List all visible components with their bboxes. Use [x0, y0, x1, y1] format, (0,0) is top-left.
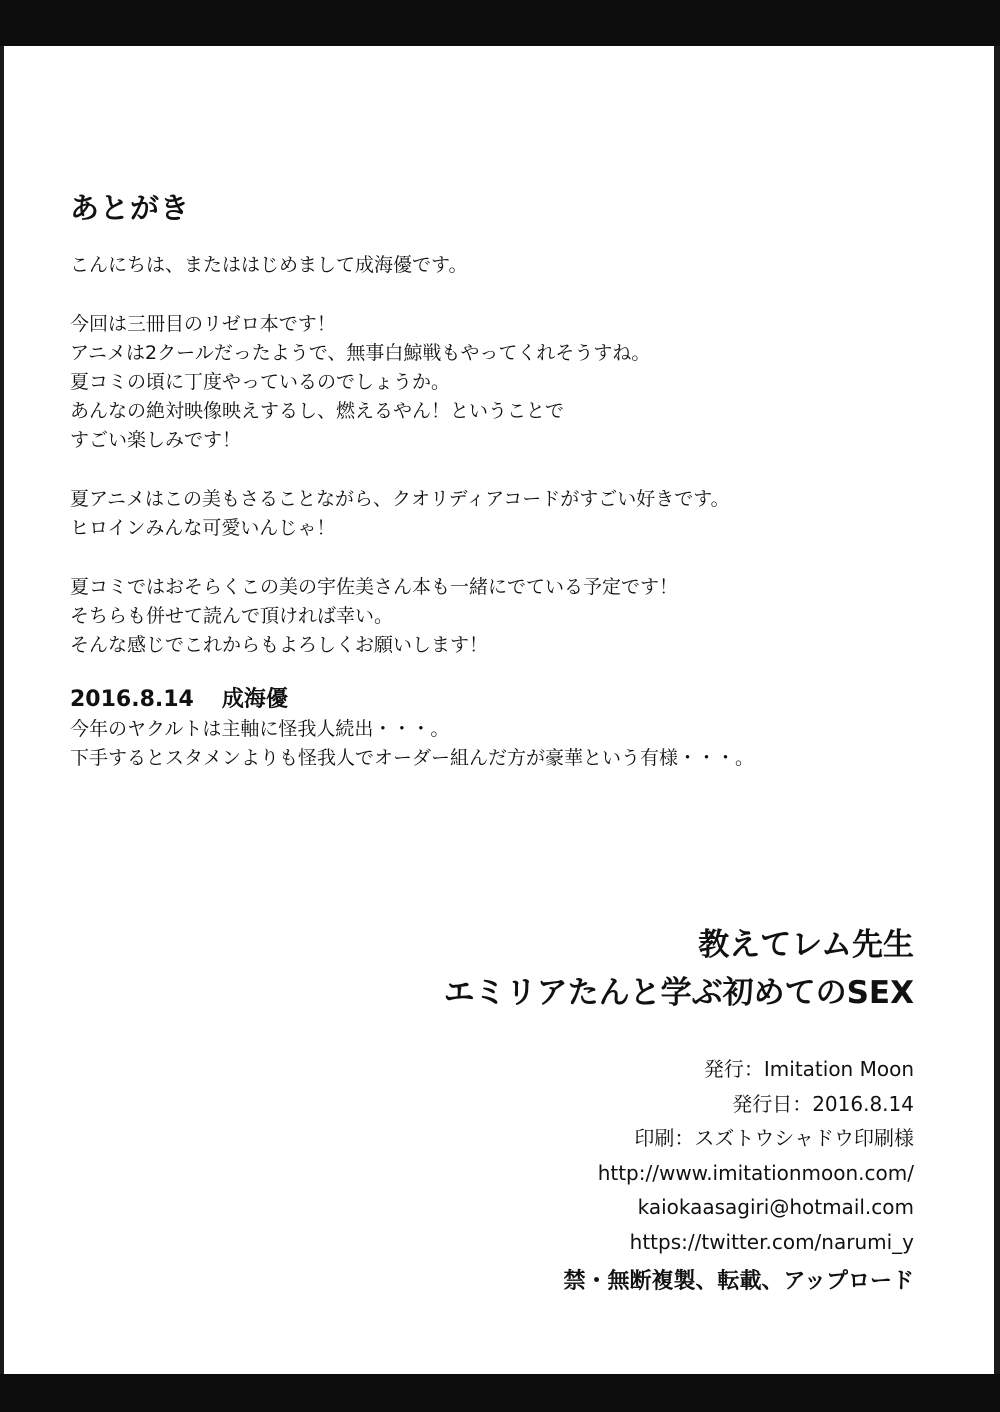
colophon-credits	[598, 1052, 914, 1259]
scan-border-left	[0, 46, 4, 1374]
signature	[70, 682, 288, 713]
scan-border-right	[994, 46, 1000, 1374]
afterword-line: そちらも併せて読んで頂ければ幸い。	[70, 605, 394, 627]
contact-email: kaiokaasagiri@hotmail.com	[637, 1195, 914, 1219]
afterword-line: こんにちは、またははじめまして成海優です。	[70, 254, 468, 276]
scan-border-bottom	[0, 1374, 1000, 1412]
twitter-url: https://twitter.com/narumi_y	[629, 1229, 914, 1254]
copyright-notice: 禁・無断複製、転載、アップロード	[563, 1269, 914, 1294]
afterword-line: あんなの絶対映像映えするし、燃えるやん！ということで	[70, 400, 565, 422]
book-subtitle-line: エミリアたんと学ぶ初めてのSEX	[443, 975, 914, 1011]
afterword-paragraph	[70, 251, 930, 280]
afterword-line: 夏アニメはこの美もさることながら、クオリディアコードがすごい好きです。	[70, 488, 730, 510]
signature-date: 2016.8.14	[70, 687, 194, 712]
afterword-line: 夏コミではおそらくこの美の宇佐美さん本も一緒にでている予定です！	[70, 576, 679, 598]
publisher-line: 発行：Imitation Moon	[703, 1057, 914, 1081]
website-url: http://www.imitationmoon.com/	[597, 1160, 914, 1185]
postscript	[70, 715, 930, 773]
afterword-line: 今回は三冊目のリゼロ本です！	[70, 313, 336, 335]
afterword-line: そんな感じでこれからもよろしくお願いします！	[70, 634, 489, 656]
afterword-body	[70, 251, 930, 690]
book-title-line: 教えてレム先生	[698, 927, 914, 963]
afterword-line: アニメは2クールだったようで、無事白鯨戦もやってくれそうすね。	[70, 342, 651, 364]
printer-line: 印刷：スズトウシャドウ印刷様	[634, 1126, 914, 1150]
afterword-title: あとがき	[70, 191, 191, 225]
afterword-paragraph	[70, 485, 930, 543]
publish-date-line: 発行日：2016.8.14	[732, 1091, 914, 1116]
afterword-line: すごい楽しみです！	[70, 429, 242, 451]
afterword-paragraph	[70, 573, 930, 660]
afterword-line: ヒロインみんな可愛いんじゃ！	[70, 517, 336, 539]
postscript-line: 今年のヤクルトは主軸に怪我人続出・・・。	[70, 718, 450, 740]
scan-border-top	[0, 0, 1000, 46]
signature-author: 成海優	[221, 687, 288, 712]
book-title	[444, 921, 914, 1017]
afterword-paragraph	[70, 310, 930, 455]
postscript-line: 下手するとスタメンよりも怪我人でオーダー組んだ方が豪華という有様・・・。	[70, 747, 755, 769]
afterword-line: 夏コミの頃に丁度やっているのでしょうか。	[70, 371, 451, 393]
